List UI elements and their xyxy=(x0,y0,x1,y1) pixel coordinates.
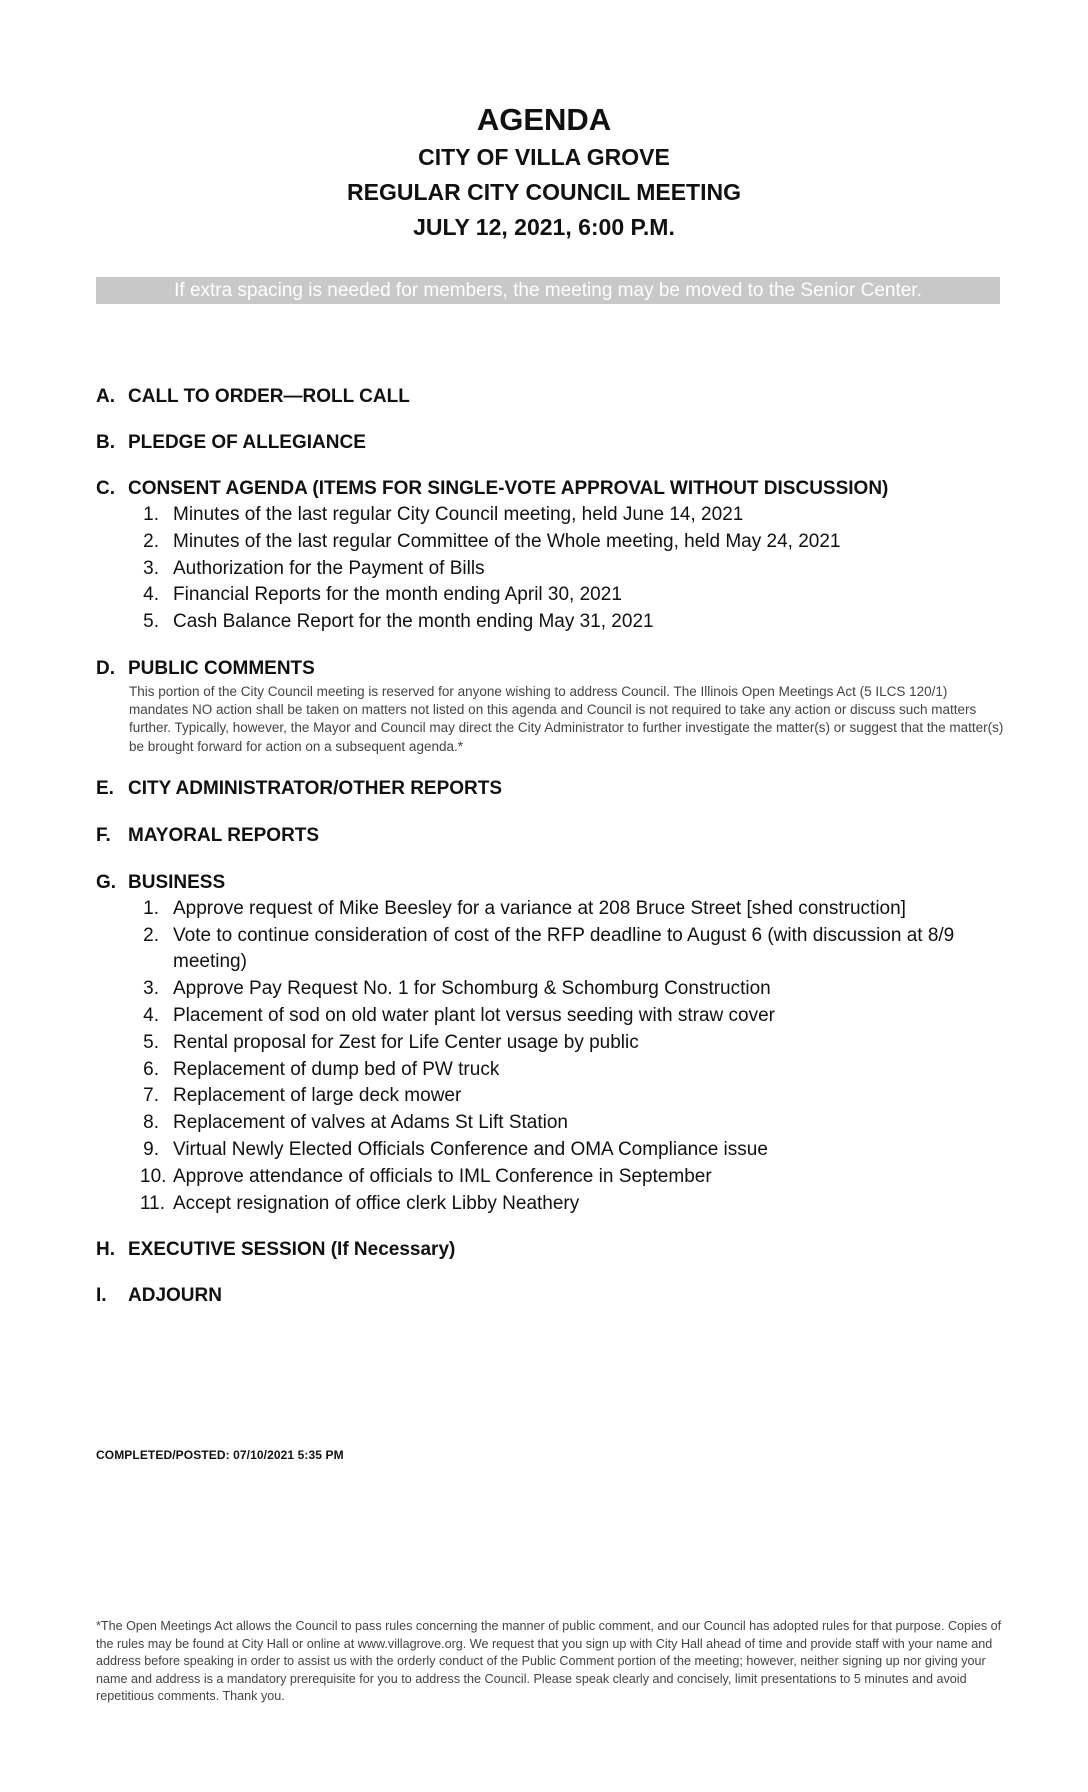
section-title: ADJOURN xyxy=(128,1285,222,1307)
item-number: 9. xyxy=(143,1138,159,1160)
section-title: BUSINESS xyxy=(128,871,226,893)
item-number: 6. xyxy=(143,1058,159,1080)
meeting-date: JULY 12, 2021, 6:00 P.M. xyxy=(413,214,675,240)
agenda-section xyxy=(96,656,1008,756)
item-number: 4. xyxy=(143,584,159,606)
item-number: 2. xyxy=(143,924,159,946)
list-item xyxy=(140,1003,1008,1030)
item-number: 4. xyxy=(143,1004,159,1026)
item-number: 3. xyxy=(143,978,159,1000)
agenda-header xyxy=(0,100,1088,245)
item-text: Minutes of the last regular Committee of the Whole meeting, held May 24, 2021 xyxy=(173,530,841,552)
list-item xyxy=(140,1137,1008,1164)
list-item xyxy=(140,1083,1008,1110)
item-text: Authorization for the Payment of Bills xyxy=(173,557,485,579)
section-item-list xyxy=(96,502,1008,636)
item-number: 3. xyxy=(143,557,159,579)
section-heading xyxy=(96,384,1008,410)
agenda-section xyxy=(96,384,1008,410)
section-title: MAYORAL REPORTS xyxy=(128,824,320,846)
section-letter: C. xyxy=(96,478,115,499)
section-heading xyxy=(96,1283,1008,1309)
list-item xyxy=(140,1110,1008,1137)
section-letter: E. xyxy=(96,777,114,799)
item-text: Replacement of dump bed of PW truck xyxy=(173,1058,500,1080)
item-number: 8. xyxy=(143,1112,159,1134)
item-number: 1. xyxy=(143,897,159,919)
completed-posted-stamp: COMPLETED/POSTED: 07/10/2021 5:35 PM xyxy=(96,1448,344,1462)
location-notice-banner: If extra spacing is needed for members, the meeting may be moved to the Senior Center. xyxy=(96,277,1000,304)
item-number: 1. xyxy=(143,504,159,525)
list-item xyxy=(140,1191,1008,1218)
item-text: Virtual Newly Elected Officials Conference and OMA Compliance issue xyxy=(173,1138,768,1160)
section-title: CONSENT AGENDA (ITEMS FOR SINGLE-VOTE APPROVAL WITHOUT DISCUSSION) xyxy=(128,478,889,499)
section-heading xyxy=(96,870,1008,896)
list-item xyxy=(140,1030,1008,1057)
item-number: 5. xyxy=(143,1031,159,1053)
item-text: Minutes of the last regular City Council meeting, held June 14, 2021 xyxy=(173,504,744,525)
item-text: Approve request of Mike Beesley for a variance at 208 Bruce Street [shed construction] xyxy=(173,897,906,919)
list-item xyxy=(140,923,1008,977)
agenda-section xyxy=(96,776,1008,802)
item-text: Accept resignation of office clerk Libby Neathery xyxy=(173,1192,580,1214)
item-text: Vote to continue consideration of cost of the RFP deadline to August 6 (with discussion at 8/9 meeting) xyxy=(173,924,955,973)
meeting-type: REGULAR CITY COUNCIL MEETING xyxy=(347,179,741,205)
list-item xyxy=(140,556,1008,583)
section-letter: G. xyxy=(96,871,117,893)
item-number: 10. xyxy=(140,1165,167,1187)
agenda-section xyxy=(96,823,1008,849)
item-text: Approve attendance of officials to IML Conference in September xyxy=(173,1165,712,1187)
section-title: PLEDGE OF ALLEGIANCE xyxy=(128,432,366,453)
list-item xyxy=(140,609,1008,636)
section-heading xyxy=(96,476,1008,502)
agenda-section xyxy=(96,1283,1008,1309)
list-item xyxy=(140,529,1008,556)
section-heading xyxy=(96,430,1008,456)
agenda-section xyxy=(96,870,1008,1218)
section-letter: D. xyxy=(96,657,115,679)
item-text: Replacement of large deck mower xyxy=(173,1085,462,1107)
agenda-sections xyxy=(96,384,1008,1309)
item-text: Replacement of valves at Adams St Lift Station xyxy=(173,1112,568,1134)
item-text: Placement of sod on old water plant lot versus seeding with straw cover xyxy=(173,1004,775,1026)
section-heading xyxy=(96,656,1008,682)
section-letter: F. xyxy=(96,824,111,846)
list-item xyxy=(140,502,1008,529)
item-number: 2. xyxy=(143,530,159,552)
section-letter: H. xyxy=(96,1239,115,1261)
list-item xyxy=(140,582,1008,609)
section-heading xyxy=(96,776,1008,802)
open-meetings-footnote: *The Open Meetings Act allows the Council to pass rules concerning the manner of public comment, and our Council has adopted rules for that purpose. Copies of the rules may be found at City Hall or online at www.villagrove.org. We request that you sign up with City Hall ahead of time and provide staff with your name and address before speaking in order to assist us with the orderly conduct of the Public Comment portion of the meeting; however, neither signing up nor giving your name and address is a mandatory prerequisite for you to address the Council. Please speak clearly and concisely, limit presentations to 5 minutes and avoid repetitious comments. Thank you. xyxy=(96,1619,1002,1704)
section-heading xyxy=(96,1237,1008,1263)
item-number: 7. xyxy=(143,1085,159,1107)
page-title: AGENDA xyxy=(476,102,612,137)
city-name: CITY OF VILLA GROVE xyxy=(418,144,670,170)
section-title: EXECUTIVE SESSION (If Necessary) xyxy=(128,1239,456,1261)
agenda-section xyxy=(96,430,1008,456)
item-number: 5. xyxy=(143,611,159,633)
item-text: Cash Balance Report for the month ending May 31, 2021 xyxy=(173,611,654,633)
section-title: PUBLIC COMMENTS xyxy=(128,657,315,679)
section-title: CITY ADMINISTRATOR/OTHER REPORTS xyxy=(128,777,503,799)
agenda-section xyxy=(96,476,1008,636)
list-item xyxy=(140,976,1008,1003)
item-text: Financial Reports for the month ending April 30, 2021 xyxy=(173,584,622,606)
list-item xyxy=(140,896,1008,923)
section-heading xyxy=(96,823,1008,849)
item-number: 11. xyxy=(140,1192,166,1214)
item-text: Rental proposal for Zest for Life Center usage by public xyxy=(173,1031,639,1053)
list-item xyxy=(140,1164,1008,1191)
section-item-list xyxy=(96,896,1008,1218)
section-letter: A. xyxy=(96,386,115,407)
section-note: This portion of the City Council meeting is reserved for anyone wishing to address Council. The Illinois Open Meetings Act (5 ILCS 120/1) mandates NO action shall be taken on matters not listed on this agenda and Council is not required to take any action or discuss such matters further. Typically, however, the Mayor and Council may direct the City Administrator to further investigate the matter(s) or suggest that the matter(s) be brought forward for action on a subsequent agenda.* xyxy=(129,683,1004,754)
section-title: CALL TO ORDER—ROLL CALL xyxy=(128,386,410,407)
agenda-section xyxy=(96,1237,1008,1263)
section-letter: I. xyxy=(96,1285,107,1307)
section-letter: B. xyxy=(96,432,115,453)
item-text: Approve Pay Request No. 1 for Schomburg & Schomburg Construction xyxy=(173,978,771,1000)
list-item xyxy=(140,1057,1008,1084)
